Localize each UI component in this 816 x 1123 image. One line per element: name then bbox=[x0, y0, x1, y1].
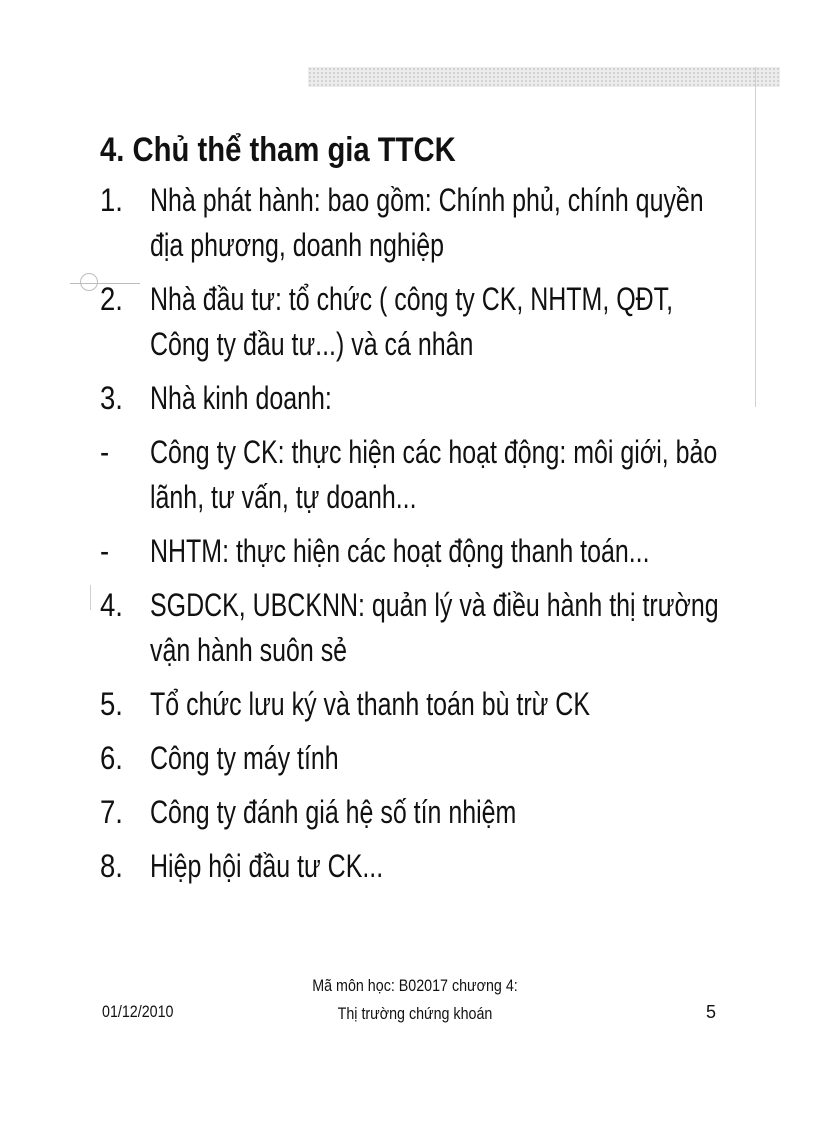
list-item bbox=[100, 376, 800, 421]
list-item-line: Công ty máy tính bbox=[150, 740, 339, 776]
list-item-text bbox=[150, 529, 800, 574]
participant-list bbox=[100, 178, 800, 898]
footer-date: 01/12/2010 bbox=[102, 1002, 174, 1021]
footer-course-title: Thị trường chứng khoán bbox=[337, 1004, 493, 1023]
list-item-text bbox=[150, 583, 800, 673]
list-item-line: Công ty đánh giá hệ số tín nhiệm bbox=[150, 794, 517, 830]
list-item bbox=[100, 178, 800, 268]
list-item-line: NHTM: thực hiện các hoạt động thanh toán... bbox=[150, 533, 650, 569]
list-item-line: vận hành suôn sẻ bbox=[150, 632, 348, 668]
list-marker: 5. bbox=[100, 686, 123, 722]
list-item-text bbox=[150, 736, 800, 781]
list-marker: 4. bbox=[100, 587, 123, 623]
list-item-text bbox=[150, 376, 800, 421]
footer-course-code: Mã môn học: B02017 chương 4: bbox=[312, 976, 518, 995]
list-item-text bbox=[150, 790, 800, 835]
list-marker: - bbox=[100, 533, 110, 569]
list-item bbox=[100, 844, 800, 889]
page-number: 5 bbox=[706, 1002, 717, 1022]
list-item bbox=[100, 790, 800, 835]
list-item bbox=[100, 277, 800, 367]
list-marker: 3. bbox=[100, 380, 123, 416]
list-marker: 7. bbox=[100, 794, 123, 830]
list-item-line: Tổ chức lưu ký và thanh toán bù trừ CK bbox=[150, 686, 590, 722]
list-item bbox=[100, 736, 800, 781]
list-marker: 2. bbox=[100, 281, 123, 317]
list-item bbox=[100, 430, 800, 520]
list-item-line: Công ty CK: thực hiện các hoạt động: môi giới, bảo bbox=[150, 434, 718, 470]
list-marker: 6. bbox=[100, 740, 123, 776]
list-item-text bbox=[150, 682, 800, 727]
list-item-line: Nhà phát hành: bao gồm: Chính phủ, chính quyền bbox=[150, 182, 704, 218]
list-item-line: Nhà kinh doanh: bbox=[150, 380, 332, 416]
footer-course-info bbox=[310, 972, 520, 1028]
list-item-line: địa phương, doanh nghiệp bbox=[150, 227, 445, 263]
list-marker: - bbox=[100, 434, 110, 470]
list-item-text bbox=[150, 277, 800, 367]
slide-title: 4. Chủ thể tham gia TTCK bbox=[100, 131, 456, 169]
list-item-line: lãnh, tư vấn, tự doanh... bbox=[150, 479, 417, 515]
list-item bbox=[100, 682, 800, 727]
list-item-text bbox=[150, 430, 800, 520]
header-decor-band bbox=[308, 67, 780, 87]
list-item-line: Công ty đầu tư...) và cá nhân bbox=[150, 326, 474, 362]
list-item-line: SGDCK, UBCKNN: quản lý và điều hành thị trường bbox=[150, 587, 719, 623]
list-item-line: Hiệp hội đầu tư CK... bbox=[150, 848, 384, 884]
list-marker: 8. bbox=[100, 848, 123, 884]
list-item bbox=[100, 529, 800, 574]
list-item-text bbox=[150, 178, 800, 268]
list-item-line: Nhà đầu tư: tổ chức ( công ty CK, NHTM, QĐT, bbox=[150, 281, 674, 317]
accent-circle-icon bbox=[80, 273, 98, 291]
list-item-text bbox=[150, 844, 800, 889]
list-marker: 1. bbox=[100, 182, 123, 218]
list-item bbox=[100, 583, 800, 673]
left-border-tick bbox=[90, 585, 91, 610]
